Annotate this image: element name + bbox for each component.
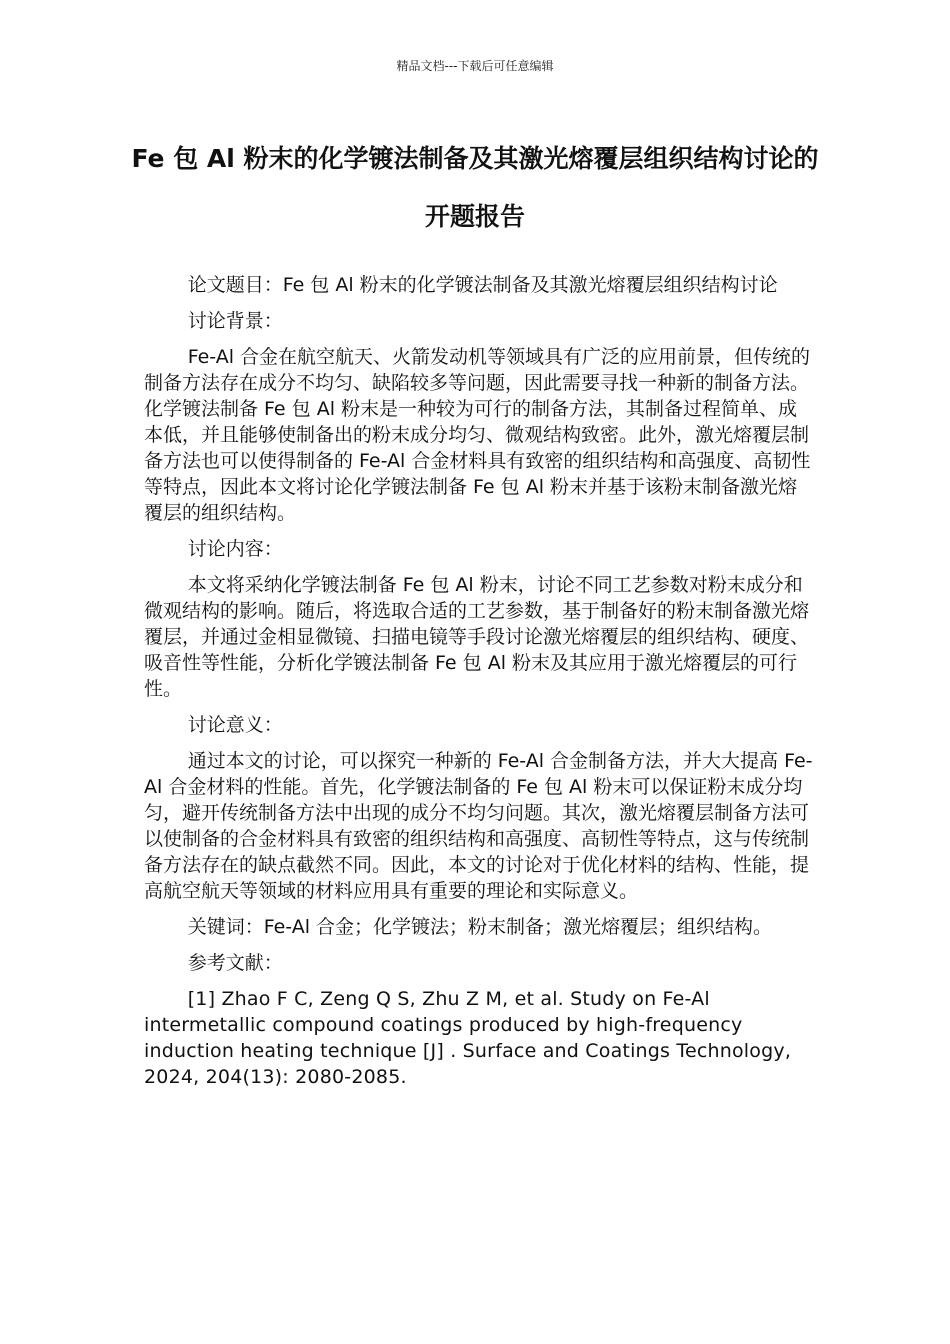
reference-item: [1] Zhao F C, Zeng Q S, Zhu Z M, et al. Study on Fe-Al intermetallic compound coatings produced by high-frequency induction heating technique [J] . Surface and Coatings Technology, 2024, 204(13): 2080-2085. <box>144 988 792 1088</box>
keywords-paragraph: 关键词：Fe-Al 合金；化学镀法；粉末制备；激光熔覆层；组织结构。 <box>187 916 773 938</box>
content-heading: 讨论内容： <box>187 538 283 560</box>
document-body <box>144 272 814 1100</box>
document-title: Fe 包 Al 粉末的化学镀法制备及其激光熔覆层组织结构讨论的开题报告 <box>131 144 819 231</box>
page-header: 精品文档---下载后可任意编辑 <box>396 59 554 73</box>
background-heading: 讨论背景： <box>187 310 283 332</box>
significance-heading: 讨论意义： <box>187 714 283 736</box>
references-heading: 参考文献： <box>187 952 283 974</box>
content-paragraph: 本文将采纳化学镀法制备 Fe 包 Al 粉末，讨论不同工艺参数对粉末成分和微观结构的影响。随后，将选取合适的工艺参数，基于制备好的粉末制备激光熔覆层，并通过金相显微镜、扫描电镜等手段讨论激光熔覆层的组织结构、硬度、吸音性等性能，分析化学镀法制备 Fe 包 Al 粉末及其应用于激光熔覆层的可行性。 <box>144 574 810 700</box>
topic-paragraph: 论文题目：Fe 包 Al 粉末的化学镀法制备及其激光熔覆层组织结构讨论 <box>187 274 778 296</box>
background-paragraph: Fe-Al 合金在航空航天、火箭发动机等领域具有广泛的应用前景，但传统的制备方法存在成分不均匀、缺陷较多等问题，因此需要寻找一种新的制备方法。化学镀法制备 Fe 包 Al 粉末是一种较为可行的制备方法，其制备过程简单、成本低，并且能够使制备出的粉末成分均匀、微观结构致密。此外，激光熔覆层制备方法也可以使得制备的 Fe-Al 合金材料具有致密的组织结构和高强度、高韧性等特点，因此本文将讨论化学镀法制备 Fe 包 Al 粉末并基于该粉末制备激光熔覆层的组织结构。 <box>144 346 811 524</box>
significance-paragraph: 通过本文的讨论，可以探究一种新的 Fe-Al 合金制备方法，并大大提高 Fe-Al 合金材料的性能。首先，化学镀法制备的 Fe 包 Al 粉末可以保证粉末成分均匀，避开传统制备方法中出现的成分不均匀问题。其次，激光熔覆层制备方法可以使制备的合金材料具有致密的组织结构和高强度、高韧性等特点，这与传统制备方法存在的缺点截然不同。因此，本文的讨论对于优化材料的结构、性能，提高航空航天等领域的材料应用具有重要的理论和实际意义。 <box>144 750 813 902</box>
